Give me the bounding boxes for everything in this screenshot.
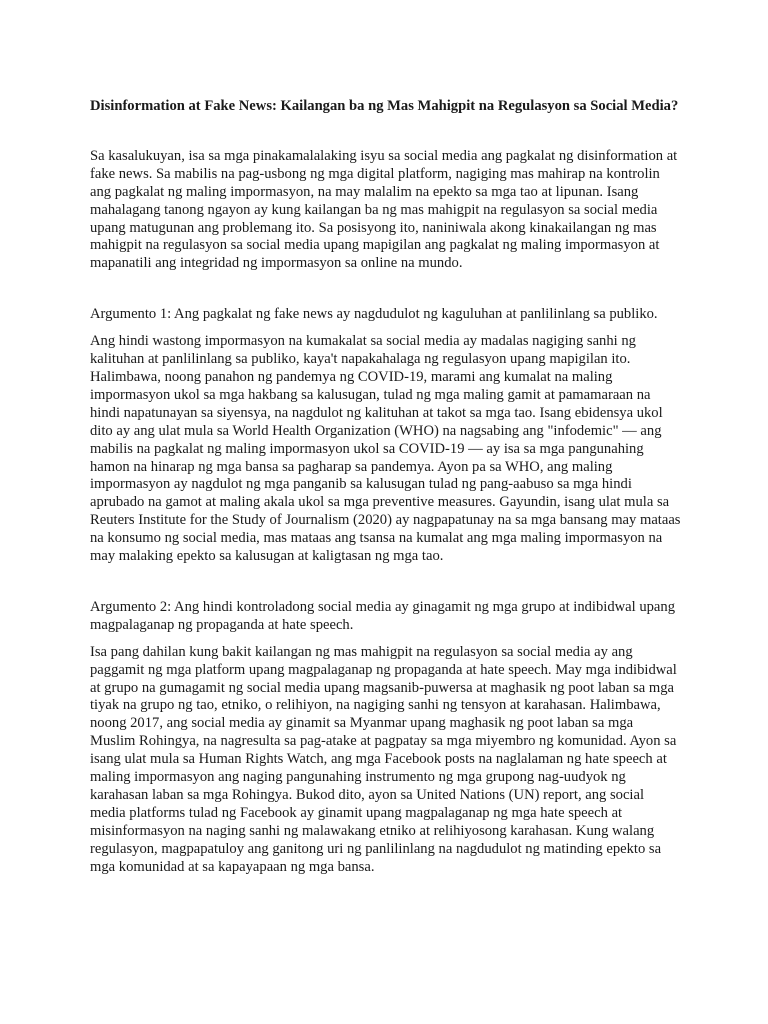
argument-1-section <box>90 306 682 566</box>
document-title: Disinformation at Fake News: Kailangan ba ng Mas Mahigpit na Regulasyon sa Social Media? <box>90 98 679 114</box>
intro-paragraph: Sa kasalukuyan, isa sa mga pinakamalalaking isyu sa social media ang pagkalat ng disinformation at fake news. Sa mabilis na pag-usbong ng mga digital platform, nagiging mas mahirap na kontrolin ang pagkalat ng maling impormasyon, na may malalim na epekto sa mga tao at lipunan. Isang mahalagang tanong ngayon ay kung kailangan ba ng mas mahigpit na regulasyon sa social media upang matugunan ang problemang ito. Sa posisyong ito, naniniwala akong kinakailangan ng mas mahigpit na regulasyon sa social media upang mapigilan ang pagkalat ng maling impormasyon at mapanatili ang integridad ng impormasyon sa online na mundo. <box>90 147 678 272</box>
argument-2-body: Isa pang dahilan kung bakit kailangan ng mas mahigpit na regulasyon sa social media ay ang paggamit ng mga platform upang magpalaganap ng propaganda at hate speech. May mga indibidwal at grupo na gumagamit ng social media upang magsanib-puwersa at maghasik ng poot laban sa mga tiyak na grupo ng tao, etniko, o relihiyon, na nagiging sanhi ng tensyon at karahasan. Halimbawa, noong 2017, ang social media ay ginamit sa Myanmar upang maghasik ng poot laban sa mga Muslim Rohingya, na nagresulta sa pag-atake at pagpatay sa mga miyembro ng komunidad. Ayon sa isang ulat mula sa Human Rights Watch, ang mga Facebook posts na naglalaman ng hate speech at maling impormasyon ang naging pangunahing instrumento ng mga grupong nag-uudyok ng karahasan laban sa mga Rohingya. Bukod dito, ayon sa United Nations (UN) report, ang social media platforms tulad ng Facebook ay ginamit upang magpalaganap ng mga hate speech at misinformasyon na naging sanhi ng malawakang etniko at relihiyosong karahasan. Kung walang regulasyon, magpapatuloy ang ganitong uri ng panlilinlang na nagdudulot ng matinding epekto sa mga komunidad at sa kapayapaan ng mga bansa. <box>90 643 677 875</box>
argument-1-body: Ang hindi wastong impormasyon na kumakalat sa social media ay madalas nagiging sanhi ng kalituhan at panlilinlang sa publiko, kaya't napakahalaga ng regulasyon upang mapigilan ito. Halimbawa, noong panahon ng pandemya ng COVID-19, marami ang kumalat na maling impormasyon ukol sa mga hakbang sa kalusugan, tulad ng mga maling gamit at pamamaraan na hindi napatunayan sa siyensya, na nagdulot ng kalituhan at takot sa mga tao. Isang ebidensya ukol dito ay ang ulat mula sa World Health Organization (WHO) na nagsabing ang "infodemic" — ang mabilis na pagkalat ng maling impormasyon ukol sa COVID-19 — ay isa sa mga pangunahing hamon na hinarap ng mga bansa sa pagharap sa pandemya. Ayon pa sa WHO, ang maling impormasyon ay nagdulot ng mga panganib sa kalusugan tulad ng pang-aabuso sa mga hindi aprubado na gamot at maling akala ukol sa mga preventive measures. Gayundin, isang ulat mula sa Reuters Institute for the Study of Journalism (2020) ay nagpapatunay na sa mga bansang may mataas na konsumo ng social media, mas mataas ang tsansa na kumalat ang mga maling impormasyon na may malaking epekto sa kalusugan at kaligtasan ng mga tao. <box>90 333 681 565</box>
argument-2-heading: Argumento 2: Ang hindi kontroladong social media ay ginagamit ng mga grupo at indibidwal upang magpalaganap ng propaganda at hate speech. <box>90 598 676 633</box>
argument-2-section <box>90 599 682 877</box>
argument-1-heading: Argumento 1: Ang pagkalat ng fake news ay nagdudulot ng kaguluhan at panlilinlang sa publiko. <box>90 306 658 323</box>
document-page <box>90 98 682 910</box>
